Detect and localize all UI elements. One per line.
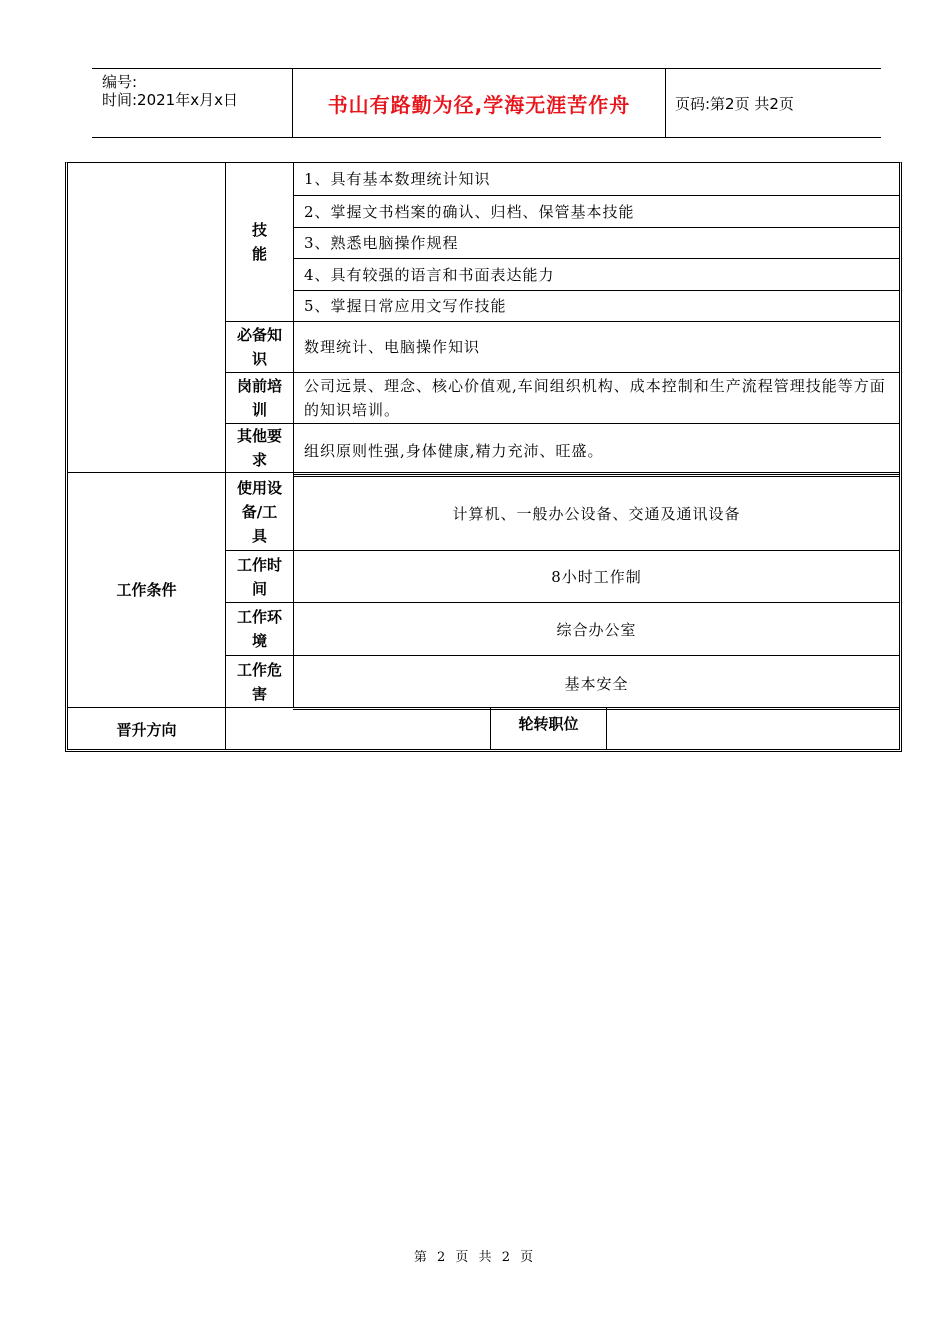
header-meta xyxy=(92,69,293,137)
skill-item: 4、具有较强的语言和书面表达能力 xyxy=(304,265,555,284)
page-header xyxy=(92,68,881,138)
rotation-position-value xyxy=(607,710,899,749)
work-environment-value: 综合办公室 xyxy=(556,620,637,639)
work-hours-value: 8小时工作制 xyxy=(551,568,642,586)
skill-item: 2、掌握文书档案的确认、归档、保管基本技能 xyxy=(304,202,635,221)
header-motto: 书山有路勤为径,学海无涯苦作舟 xyxy=(327,92,631,117)
work-hazard-value: 基本安全 xyxy=(564,675,629,693)
required-knowledge-label: 必备知 识 xyxy=(236,326,282,368)
header-motto-cell xyxy=(293,69,666,137)
rotation-position-label: 轮转职位 xyxy=(518,715,579,733)
promotion-direction-label: 晋升方向 xyxy=(116,720,177,739)
skill-item: 5、掌握日常应用文写作技能 xyxy=(304,297,507,315)
equipment-tools-value: 计算机、一般办公设备、交通及通讯设备 xyxy=(452,505,741,523)
header-page-cell xyxy=(666,69,881,137)
skill-item: 1、具有基本数理统计知识 xyxy=(304,170,491,188)
equipment-tools-label: 使用设 备/工 具 xyxy=(236,478,282,545)
document-time-label: 时间:2021年x月x日 xyxy=(102,91,238,109)
document-number-label: 编号: xyxy=(102,73,138,91)
required-knowledge-value: 数理统计、电脑操作知识 xyxy=(304,338,481,356)
work-hazard-label: 工作危 害 xyxy=(236,660,282,703)
skill-item: 3、熟悉电脑操作规程 xyxy=(304,234,459,252)
other-requirements-label: 其他要 求 xyxy=(236,427,282,469)
skills-label: 技 能 xyxy=(251,220,267,263)
header-page-info: 页码:第2页 共2页 xyxy=(675,94,794,113)
work-conditions-label: 工作条件 xyxy=(116,581,177,599)
work-environment-label: 工作环 境 xyxy=(236,608,282,650)
other-requirements-value: 组织原则性强,身体健康,精力充沛、旺盛。 xyxy=(304,442,604,460)
promotion-direction-value xyxy=(226,710,490,749)
job-description-table xyxy=(65,162,902,752)
pre-job-training-value: 公司远景、理念、核心价值观,车间组织机构、成本控制和生产流程管理技能等方面的知识培训。 xyxy=(304,377,886,419)
page-footer: 第 2 页 共 2 页 xyxy=(413,1250,537,1265)
pre-job-training-label: 岗前培 训 xyxy=(236,377,282,419)
work-hours-label: 工作时 间 xyxy=(236,555,282,598)
